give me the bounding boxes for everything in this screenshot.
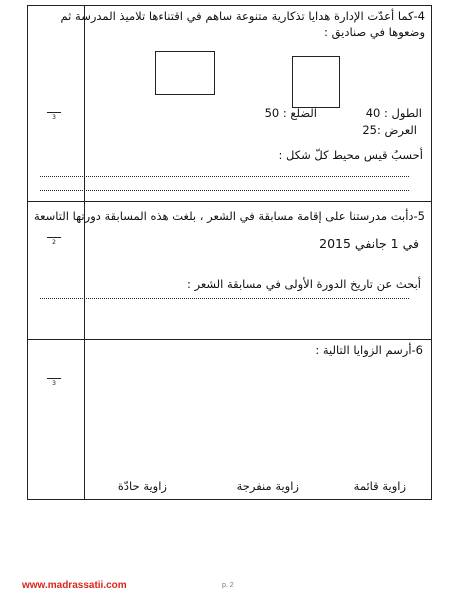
section6-title: 6-أرسم الزوايا التالية : — [315, 343, 423, 357]
section4-line1: 4-كما أعدّت الإدارة هدايا تذكارية متنوعة ساهم في اقتناءها تلاميذ المدرسة ثم — [60, 9, 425, 23]
section6-mark-value: 3 — [52, 380, 56, 387]
row-divider-2 — [28, 339, 431, 340]
mark-bar — [47, 237, 61, 238]
section4-line2: وضعوها في صناديق : — [324, 25, 425, 39]
rect-length-label: الطول : 40 — [365, 106, 422, 120]
rectangle-box — [292, 56, 340, 108]
section5-mark — [32, 237, 76, 246]
website-link[interactable]: www.madrassatii.com — [22, 580, 127, 591]
angle-acute-label: زاوية حادّة — [117, 479, 167, 493]
marks-column-divider — [84, 6, 85, 499]
angle-obtuse-label: زاوية منفرجة — [236, 479, 299, 493]
section5-question: أبحث عن تاريخ الدورة الأولى في مسابقة الشعر : — [186, 277, 421, 291]
answer-line — [40, 298, 409, 299]
section4-question: أحسبُ قيس محيط كلّ شكل : — [278, 148, 423, 162]
mark-bar — [47, 378, 61, 379]
section5-line2: في 1 جانفي 2015 — [319, 236, 419, 251]
section5-line1: 5-دأبت مدرستنا على إقامة مسابقة في الشعر ، بلغت هذه المسابقة دورتها التاسعة — [33, 209, 425, 223]
square-box — [155, 51, 215, 95]
section5-mark-value: 2 — [52, 239, 56, 246]
mark-bar — [47, 112, 61, 113]
rect-width-label: العرض :25 — [362, 123, 417, 137]
exercise-table — [27, 5, 432, 500]
square-side-label: الضلع : 50 — [264, 106, 317, 120]
answer-line — [40, 190, 409, 191]
page-number: p. 2 — [222, 582, 234, 589]
section4-mark — [32, 112, 76, 121]
row-divider-1 — [28, 201, 431, 202]
answer-line — [40, 176, 409, 177]
section4-mark-value: 3 — [52, 114, 56, 121]
angle-right-label: زاوية قائمة — [353, 479, 406, 493]
section6-mark — [32, 378, 76, 387]
